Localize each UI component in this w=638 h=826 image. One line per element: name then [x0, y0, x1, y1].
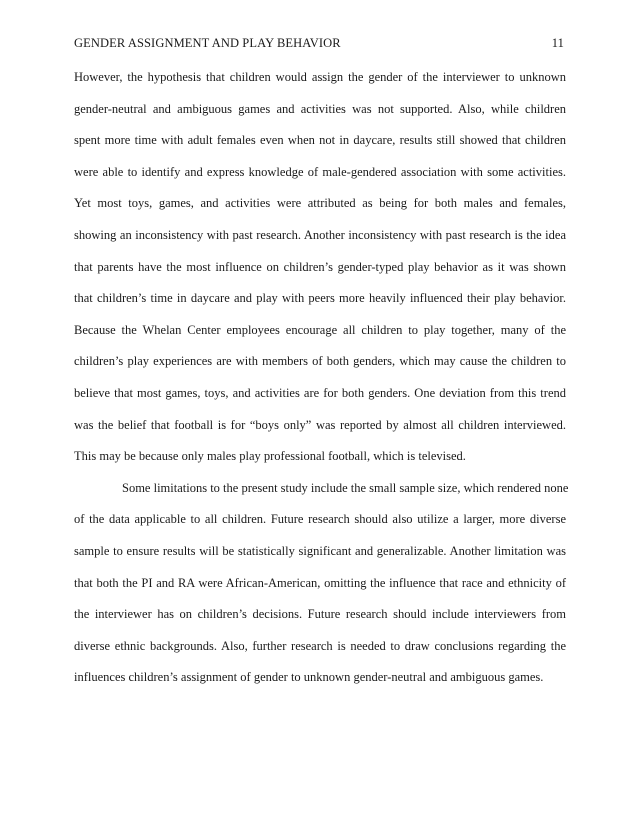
text-line: that both the PI and RA were African-American, omitting the influence that race and ethnicity of — [74, 575, 566, 590]
text-line: Because the Whelan Center employees encourage all children to play together, many of the — [74, 322, 566, 337]
text-line: Some limitations to the present study include the small sample size, which rendered none — [122, 480, 569, 495]
running-head-title: GENDER ASSIGNMENT AND PLAY BEHAVIOR — [74, 36, 341, 50]
text-line: that children’s time in daycare and play with peers more heavily influenced their play behavior. — [74, 291, 566, 306]
text-line: believe that most games, toys, and activities are for both genders. One deviation from this trend — [74, 385, 566, 400]
body-text — [74, 69, 569, 701]
text-line: of the data applicable to all children. Future research should also utilize a larger, more diverse — [74, 512, 566, 527]
text-line: was the belief that football is for “boys only” was reported by almost all children interviewed. — [74, 417, 566, 432]
page-number: 11 — [551, 36, 564, 50]
text-line: This may be because only males play professional football, which is televised. — [74, 449, 466, 464]
running-head — [74, 36, 564, 54]
text-line: were able to identify and express knowledge of male-gendered association with some activities. — [74, 164, 566, 179]
text-line: Yet most toys, games, and activities were attributed as being for both males and females, — [74, 196, 566, 211]
text-line: diverse ethnic backgrounds. Also, further research is needed to draw conclusions regarding the — [74, 638, 566, 653]
text-line: children’s play experiences are with members of both genders, which may cause the children to — [74, 354, 566, 369]
text-line: the interviewer has on children’s decisions. Future research should include interviewers from — [74, 607, 566, 622]
text-line: showing an inconsistency with past research. Another inconsistency with past research is the idea — [74, 227, 566, 242]
text-line: influences children’s assignment of gender to unknown gender-neutral and ambiguous games. — [74, 670, 544, 685]
text-line: However, the hypothesis that children would assign the gender of the interviewer to unknown — [74, 70, 566, 84]
text-line: that parents have the most influence on children’s gender-typed play behavior as it was shown — [74, 259, 566, 274]
text-line: spent more time with adult females even when not in daycare, results still showed that children — [74, 133, 566, 148]
text-line: sample to ensure results will be statistically significant and generalizable. Another limitation was — [74, 543, 566, 558]
paragraph-1 — [74, 69, 566, 480]
paragraph-2 — [74, 480, 569, 701]
text-line: gender-neutral and ambiguous games and activities was not supported. Also, while children — [74, 101, 566, 116]
